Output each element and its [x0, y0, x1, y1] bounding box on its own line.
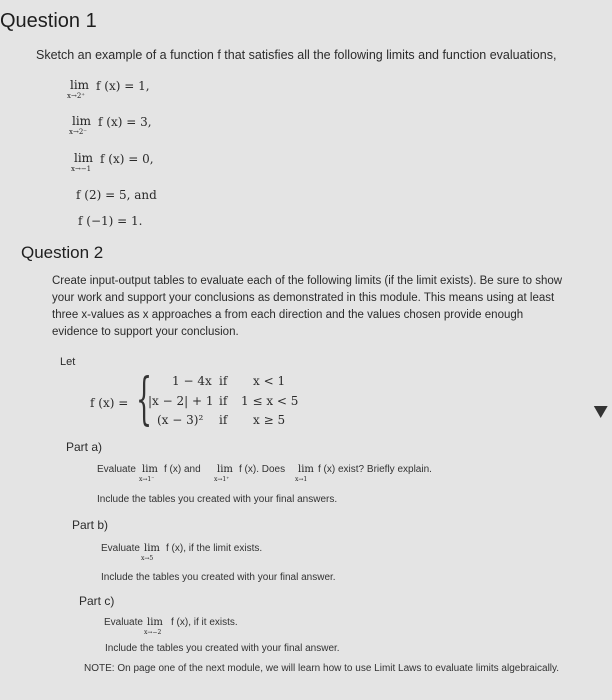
piece-3-expr: (x − 3)²	[157, 413, 204, 427]
part-a-text-2: f (x) and	[164, 464, 201, 475]
part-b-text-1: Evaluate	[101, 543, 140, 554]
lim-word: lim	[74, 151, 94, 165]
piece-2-if: if	[219, 394, 228, 408]
condition-expr: f (x) = 3,	[98, 115, 152, 129]
part-a-text-4: f (x) exist? Briefly explain.	[318, 464, 432, 475]
lim-subscript: x→1	[295, 476, 308, 483]
piece-2-range: 1 ≤ x < 5	[241, 394, 299, 408]
function-label: f (x) =	[90, 396, 129, 410]
lim-subscript: x→−2	[144, 629, 162, 636]
piece-1-range: x < 1	[253, 374, 286, 388]
module-note: NOTE: On page one of the next module, we will learn how to use Limit Laws to evaluate limits algebraically.	[84, 663, 560, 674]
lim-word: lim	[70, 78, 90, 92]
condition-expr: f (x) = 0,	[100, 152, 154, 166]
condition-expr: f (x) = 1,	[96, 79, 150, 93]
part-a-text-3: f (x). Does	[239, 464, 286, 475]
left-brace: {	[136, 367, 153, 432]
lim-subscript: x→2⁺	[67, 92, 85, 100]
part-b-note: Include the tables you created with your final answer.	[101, 572, 336, 583]
lim-subscript: x→−1	[71, 165, 92, 173]
lim-subscript: x→1⁺	[214, 476, 230, 483]
piece-1-expr: 1 − 4x	[172, 374, 212, 388]
mouse-cursor-icon	[590, 400, 607, 418]
evaluation-2: f (−1) = 1.	[78, 214, 143, 228]
lim-word: lim	[298, 464, 314, 475]
question-2-intro: Create input-output tables to evaluate each of the following limits (if the limit exists). Be sure to show your work and support your conclusions as demonstrated in this module. This means using at least three x-values as x approaches a from each direction and the values chosen provide enough evidence to support your conclusion.	[52, 275, 563, 338]
part-c-text-2: f (x), if it exists.	[171, 617, 238, 628]
piece-2-expr: |x − 2| + 1	[148, 394, 214, 408]
lim-subscript: x→5	[141, 555, 154, 562]
question-1-title: Question 1	[0, 10, 97, 32]
question-1-prompt: Sketch an example of a function f that satisfies all the following limits and function evaluations,	[36, 48, 557, 62]
part-c-label: Part c)	[79, 594, 115, 608]
piece-3-range: x ≥ 5	[253, 413, 286, 427]
lim-word: lim	[147, 617, 163, 628]
lim-subscript: x→1⁻	[139, 476, 155, 483]
part-a-note: Include the tables you created with your final answers.	[97, 494, 338, 505]
part-c-note: Include the tables you created with your final answer.	[105, 643, 340, 654]
lim-word: lim	[144, 543, 160, 554]
evaluation-1: f (2) = 5, and	[76, 188, 157, 202]
part-c-text-1: Evaluate	[104, 617, 143, 628]
lim-subscript: x→2⁻	[69, 128, 87, 136]
piece-3-if: if	[219, 413, 228, 427]
let-label: Let	[60, 356, 76, 368]
part-b-label: Part b)	[72, 518, 109, 532]
piece-1-if: if	[219, 374, 228, 388]
part-a-label: Part a)	[66, 440, 103, 454]
lim-word: lim	[217, 464, 233, 475]
part-a-text-1: Evaluate	[97, 464, 136, 475]
lim-word: lim	[142, 464, 158, 475]
part-b-text-2: f (x), if the limit exists.	[166, 543, 263, 554]
lim-word: lim	[72, 114, 92, 128]
question-2-title: Question 2	[21, 243, 104, 262]
